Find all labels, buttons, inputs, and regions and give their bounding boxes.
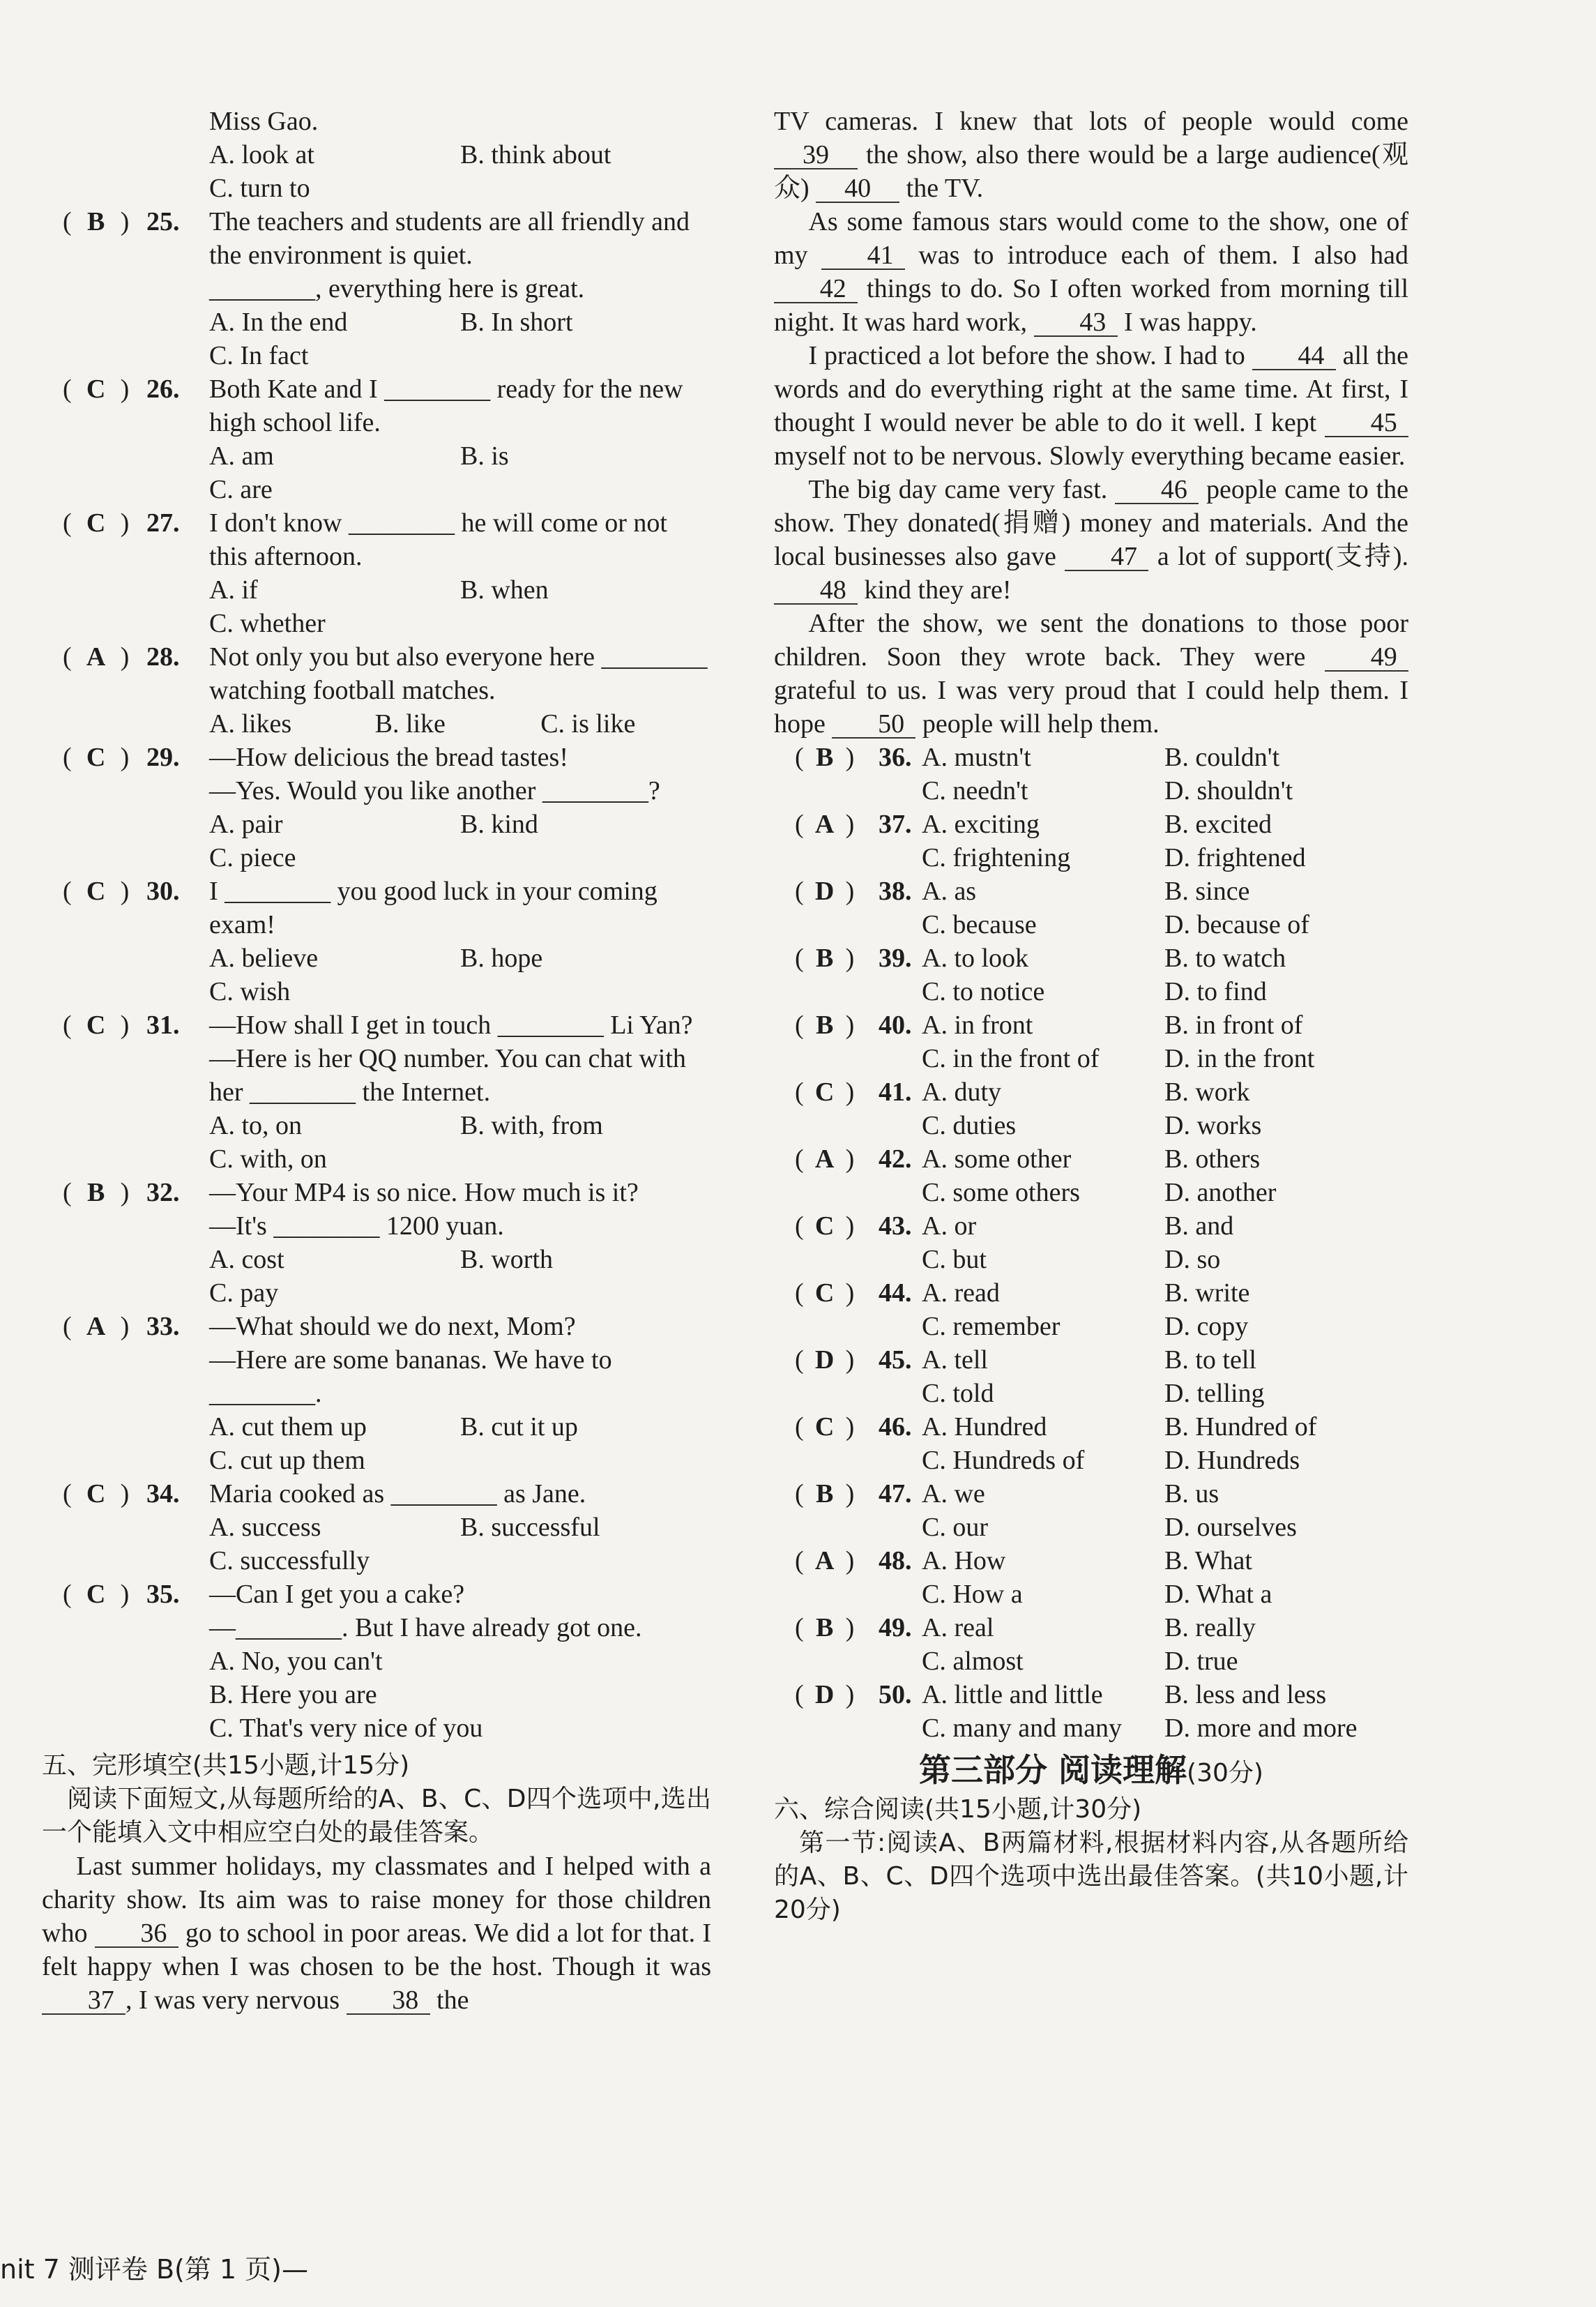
option-c[interactable]: C. Hundreds of bbox=[922, 1446, 1085, 1475]
option-d[interactable]: D. more and more bbox=[1164, 1714, 1358, 1743]
option[interactable]: B. kind bbox=[460, 810, 538, 839]
option-a[interactable]: A. as bbox=[922, 877, 977, 906]
answer-bracket: ( D ) bbox=[795, 1343, 872, 1377]
answer-letter: C bbox=[814, 1412, 835, 1442]
option-c[interactable]: C. frightening bbox=[922, 843, 1071, 872]
option[interactable]: A. likes bbox=[209, 709, 292, 739]
option-a[interactable]: A. in front bbox=[922, 1011, 1033, 1040]
option-c[interactable]: C. some others bbox=[922, 1178, 1080, 1207]
option-c[interactable]: C. How a bbox=[922, 1580, 1023, 1609]
option[interactable]: C. whether bbox=[209, 609, 326, 638]
cloze-question-list bbox=[774, 741, 1408, 1745]
question-30 bbox=[42, 875, 711, 1008]
question-32 bbox=[42, 1176, 711, 1310]
option-a[interactable]: A. to look bbox=[922, 944, 1029, 973]
blank-38[interactable]: 38 bbox=[347, 1987, 430, 2015]
answer-letter: D bbox=[814, 1680, 835, 1709]
option-b[interactable]: B. to tell bbox=[1164, 1345, 1256, 1375]
answer-bracket: ( B ) bbox=[795, 1477, 872, 1511]
blank-47[interactable]: 47 bbox=[1065, 543, 1148, 571]
answer-letter: B bbox=[86, 1178, 105, 1207]
question-number: 35. bbox=[146, 1580, 180, 1609]
option-d[interactable]: D. so bbox=[1164, 1245, 1221, 1274]
cloze-question-47 bbox=[774, 1477, 1408, 1544]
question-number: 47. bbox=[879, 1479, 912, 1508]
question-number: 33. bbox=[146, 1312, 180, 1341]
option-c[interactable]: C. in the front of bbox=[922, 1044, 1100, 1073]
question-number: 27. bbox=[146, 508, 180, 538]
question-25 bbox=[42, 205, 711, 372]
answer-letter: C bbox=[86, 375, 106, 404]
option-b[interactable]: B. us bbox=[1164, 1479, 1219, 1508]
option[interactable]: A. cut them up bbox=[209, 1412, 367, 1442]
option-a[interactable]: A. exciting bbox=[922, 810, 1040, 839]
answer-letter: A bbox=[814, 1546, 835, 1575]
question-number: 44. bbox=[879, 1278, 912, 1308]
question-28 bbox=[42, 640, 711, 741]
question-stem: —How delicious the bread tastes! bbox=[209, 743, 568, 772]
question-29 bbox=[42, 741, 711, 875]
option-c[interactable]: C. many and many bbox=[922, 1714, 1123, 1743]
option-d[interactable]: D. shouldn't bbox=[1164, 776, 1293, 805]
option[interactable]: B. In short bbox=[460, 308, 573, 337]
part3-title: 第三部分 阅读理解(30分) bbox=[919, 1751, 1263, 1789]
answer-letter: C bbox=[86, 1011, 106, 1040]
option-c[interactable]: C. needn't bbox=[922, 776, 1028, 805]
page-footer: nit 7 测评卷 B(第 1 页)— bbox=[0, 2254, 309, 2285]
option-d[interactable]: D. true bbox=[1164, 1647, 1238, 1676]
blank-44[interactable]: 44 bbox=[1252, 342, 1336, 370]
blank-45[interactable]: 45 bbox=[1325, 409, 1408, 437]
answer-bracket: ( C ) bbox=[63, 1578, 143, 1611]
question-stem: —________. But I have already got one. bbox=[209, 1613, 642, 1642]
option[interactable]: B. with, from bbox=[460, 1111, 603, 1140]
option-b[interactable]: B. couldn't bbox=[1164, 743, 1280, 772]
option-c[interactable]: C. because bbox=[922, 910, 1037, 939]
question-stem: I ________ you good luck in your coming exam! bbox=[209, 877, 658, 939]
option-b[interactable]: B. in front of bbox=[1164, 1011, 1303, 1040]
option-d[interactable]: D. because of bbox=[1164, 910, 1309, 939]
question-number: 49. bbox=[879, 1613, 912, 1642]
answer-bracket: ( B ) bbox=[795, 941, 872, 975]
option[interactable]: A. to, on bbox=[209, 1111, 302, 1140]
answer-bracket: ( A ) bbox=[795, 808, 872, 841]
option-c[interactable]: C. but bbox=[922, 1245, 987, 1274]
option[interactable]: B. cut it up bbox=[460, 1412, 578, 1442]
answer-letter: B bbox=[815, 1613, 834, 1642]
option-c[interactable]: C. our bbox=[922, 1513, 988, 1542]
options bbox=[209, 808, 711, 875]
option[interactable]: B. like bbox=[374, 709, 446, 739]
question-34 bbox=[42, 1477, 711, 1578]
question-35 bbox=[42, 1578, 711, 1745]
answer-bracket: ( C ) bbox=[795, 1276, 872, 1310]
question-stem: —It's ________ 1200 yuan. bbox=[209, 1211, 504, 1241]
answer-bracket: ( A ) bbox=[795, 1142, 872, 1176]
cloze-question-49 bbox=[774, 1611, 1408, 1678]
passage-p5: After the show, we sent the donations to those poor children. Soon they wrote back. They were 49 grateful to us. I was very proud that I could help them. I hope 50 people will help them. bbox=[774, 609, 1408, 739]
options bbox=[209, 941, 711, 1008]
option-d[interactable]: D. What a bbox=[1164, 1580, 1272, 1609]
option-d[interactable]: D. to find bbox=[1164, 977, 1267, 1006]
passage-p2: As some famous stars would come to the show, one of my 41 was to introduce each of them. I also had 42 things to do. So I often worked from morning till night. It was hard work, 43 I was happy. bbox=[774, 207, 1409, 337]
option[interactable]: C. cut up them bbox=[209, 1446, 365, 1475]
q24-options bbox=[42, 138, 711, 205]
option-b[interactable]: B. less and less bbox=[1164, 1680, 1327, 1709]
left-column bbox=[42, 105, 711, 2017]
answer-letter: C bbox=[86, 1580, 106, 1609]
option[interactable]: C. with, on bbox=[209, 1144, 327, 1174]
option-b[interactable]: B. to watch bbox=[1164, 944, 1286, 973]
question-number: 45. bbox=[879, 1345, 912, 1375]
options bbox=[209, 707, 711, 741]
options bbox=[209, 1511, 711, 1578]
question-number: 42. bbox=[879, 1144, 912, 1174]
options bbox=[209, 305, 711, 372]
cloze-question-36 bbox=[774, 741, 1408, 808]
q24-tail: Miss Gao. bbox=[209, 107, 319, 136]
question-number: 32. bbox=[146, 1178, 180, 1207]
option[interactable]: C. are bbox=[209, 475, 273, 504]
answer-letter: A bbox=[86, 642, 106, 672]
cloze-question-45 bbox=[774, 1343, 1408, 1410]
option-a[interactable]: A. some other bbox=[922, 1144, 1072, 1174]
right-column bbox=[774, 105, 1408, 1927]
answer-bracket: ( B ) bbox=[795, 1611, 872, 1644]
answer-bracket: ( B ) bbox=[63, 205, 143, 239]
question-number: 34. bbox=[146, 1479, 180, 1508]
question-number: 40. bbox=[879, 1011, 912, 1040]
option[interactable]: C. pay bbox=[209, 1278, 279, 1308]
question-stem: —Yes. Would you like another ________? bbox=[209, 776, 660, 805]
blank-49[interactable]: 49 bbox=[1325, 644, 1408, 672]
question-number: 38. bbox=[879, 877, 912, 906]
option-d[interactable]: D. works bbox=[1164, 1111, 1262, 1140]
answer-letter: B bbox=[815, 1479, 834, 1508]
option-d[interactable]: D. in the front bbox=[1164, 1044, 1315, 1073]
question-31 bbox=[42, 1008, 711, 1176]
answer-bracket: ( C ) bbox=[795, 1209, 872, 1243]
question-stem: —Can I get you a cake? bbox=[209, 1580, 465, 1609]
answer-bracket: ( C ) bbox=[63, 875, 143, 908]
question-stem: —Here is her QQ number. You can chat with her ________ the Internet. bbox=[209, 1044, 686, 1107]
option-a[interactable]: A. tell bbox=[922, 1345, 988, 1375]
option[interactable]: B. hope bbox=[460, 944, 543, 973]
answer-bracket: ( C ) bbox=[63, 372, 143, 406]
option[interactable]: A. cost bbox=[209, 1245, 284, 1274]
section6-instructions: 第一节:阅读A、B两篇材料,根据材料内容,从各题所给的A、B、C、D四个选项中选出最佳答案。(共10小题,计20分) bbox=[774, 1829, 1408, 1924]
option[interactable]: C. That's very nice of you bbox=[209, 1714, 483, 1743]
option[interactable]: B. successful bbox=[460, 1513, 600, 1542]
answer-letter: C bbox=[86, 1479, 106, 1508]
option[interactable]: B. when bbox=[460, 575, 549, 605]
question-stem: I don't know ________ he will come or not this afternoon. bbox=[209, 508, 667, 571]
cloze-question-40 bbox=[774, 1008, 1408, 1075]
option-d[interactable]: D. Hundreds bbox=[1164, 1446, 1300, 1475]
option[interactable]: A. believe bbox=[209, 944, 319, 973]
answer-bracket: ( B ) bbox=[63, 1176, 143, 1209]
blank-37[interactable]: 37 bbox=[42, 1987, 126, 2015]
question-number: 30. bbox=[146, 877, 180, 906]
answer-letter: C bbox=[86, 743, 106, 772]
options bbox=[209, 1109, 711, 1176]
blank-48[interactable]: 48 bbox=[774, 577, 858, 605]
question-number: 29. bbox=[146, 743, 180, 772]
option[interactable]: B. worth bbox=[460, 1245, 553, 1274]
question-stem: ________, everything here is great. bbox=[209, 274, 585, 303]
cloze-question-48 bbox=[774, 1544, 1408, 1611]
passage-p3: I practiced a lot before the show. I had to 44 all the words and do everything right at the same time. At first, I thought I would never be able to do it well. I kept 45 myself not to be nervous. Slowly everything became easier. bbox=[774, 341, 1409, 471]
blank-39[interactable]: 39 bbox=[774, 142, 858, 169]
answer-bracket: ( C ) bbox=[795, 1410, 872, 1444]
option-d[interactable]: D. telling bbox=[1164, 1379, 1265, 1408]
options bbox=[209, 1243, 711, 1310]
option[interactable]: C. piece bbox=[209, 843, 296, 872]
blank-36[interactable]: 36 bbox=[95, 1920, 178, 1948]
blank-42[interactable]: 42 bbox=[774, 275, 858, 303]
question-number: 37. bbox=[879, 810, 912, 839]
cloze-question-50 bbox=[774, 1678, 1408, 1745]
option[interactable]: A. In the end bbox=[209, 308, 348, 337]
option-b[interactable]: B. write bbox=[1164, 1278, 1250, 1308]
option-c[interactable]: C. to notice bbox=[922, 977, 1045, 1006]
option-c[interactable]: C. duties bbox=[922, 1111, 1017, 1140]
answer-letter: D bbox=[814, 877, 835, 906]
question-stem: —Your MP4 is so nice. How much is it? bbox=[209, 1178, 639, 1207]
answer-letter: B bbox=[815, 944, 834, 973]
cloze-question-37 bbox=[774, 808, 1408, 875]
answer-bracket: ( C ) bbox=[63, 506, 143, 540]
option[interactable]: C. In fact bbox=[209, 341, 309, 370]
options bbox=[209, 573, 711, 640]
option[interactable]: B. Here you are bbox=[209, 1680, 377, 1709]
answer-bracket: ( A ) bbox=[795, 1544, 872, 1578]
question-number: 46. bbox=[879, 1412, 912, 1442]
option-b[interactable]: B. work bbox=[1164, 1077, 1250, 1107]
question-stem: Not only you but also everyone here ________ watching football matches. bbox=[209, 642, 708, 705]
blank-41[interactable]: 41 bbox=[821, 242, 905, 270]
section6-title: 六、综合阅读(共15小题,计30分) bbox=[774, 1795, 1142, 1824]
option-b[interactable]: B. others bbox=[1164, 1144, 1261, 1174]
question-number: 50. bbox=[879, 1680, 912, 1709]
option-a[interactable]: A. How bbox=[922, 1546, 1006, 1575]
answer-bracket: ( B ) bbox=[795, 1008, 872, 1042]
question-number: 39. bbox=[879, 944, 912, 973]
question-stem: Maria cooked as ________ as Jane. bbox=[209, 1479, 586, 1508]
question-stem: The teachers and students are all friendly and the environment is quiet. bbox=[209, 207, 690, 270]
answer-letter: C bbox=[814, 1077, 835, 1107]
cloze-question-46 bbox=[774, 1410, 1408, 1477]
answer-letter: B bbox=[86, 207, 105, 236]
cloze-question-43 bbox=[774, 1209, 1408, 1276]
option-a[interactable]: A. we bbox=[922, 1479, 985, 1508]
option[interactable]: C. turn to bbox=[209, 174, 310, 203]
answer-letter: C bbox=[814, 1278, 835, 1308]
question-stem: —What should we do next, Mom? bbox=[209, 1312, 576, 1341]
option-b[interactable]: B. What bbox=[1164, 1546, 1252, 1575]
options bbox=[209, 439, 711, 506]
cloze-question-44 bbox=[774, 1276, 1408, 1343]
option[interactable]: A. if bbox=[209, 575, 258, 605]
question-number: 48. bbox=[879, 1546, 912, 1575]
answer-letter: C bbox=[814, 1211, 835, 1241]
option-a[interactable]: A. little and little bbox=[922, 1680, 1103, 1709]
section5-title: 五、完形填空(共15小题,计15分) bbox=[42, 1751, 410, 1780]
cloze-question-42 bbox=[774, 1142, 1408, 1209]
option-a[interactable]: A. real bbox=[922, 1613, 994, 1642]
question-stem: Both Kate and I ________ ready for the new high school life. bbox=[209, 375, 683, 437]
option[interactable]: A. pair bbox=[209, 810, 283, 839]
answer-letter: C bbox=[86, 877, 106, 906]
answer-bracket: ( D ) bbox=[795, 1678, 872, 1711]
question-stem: —Here are some bananas. We have to ________. bbox=[209, 1345, 612, 1408]
option-a[interactable]: A. mustn't bbox=[922, 743, 1031, 772]
passage-p1: TV cameras. I knew that lots of people would come 39 the show, also there would be a large audience(观众) 40 the TV. bbox=[774, 107, 1408, 203]
answer-letter: D bbox=[814, 1345, 835, 1375]
option-d[interactable]: D. another bbox=[1164, 1178, 1277, 1207]
option-d[interactable]: D. ourselves bbox=[1164, 1513, 1297, 1542]
answer-bracket: ( C ) bbox=[63, 1477, 143, 1511]
option-d[interactable]: D. frightened bbox=[1164, 843, 1306, 872]
question-26 bbox=[42, 372, 711, 506]
cloze-question-38 bbox=[774, 875, 1408, 941]
answer-bracket: ( A ) bbox=[63, 640, 143, 674]
option-c[interactable]: C. almost bbox=[922, 1647, 1024, 1676]
answer-bracket: ( A ) bbox=[63, 1310, 143, 1343]
question-27 bbox=[42, 506, 711, 640]
passage-p4: The big day came very fast. 46 people came to the show. They donated(捐赠) money and materials. And the local businesses also gave 47 a lot of support(支持). 48 kind they are! bbox=[774, 475, 1409, 605]
answer-letter: C bbox=[86, 508, 106, 538]
passage-start: Last summer holidays, my classmates and I helped with a charity show. Its aim was to raise money for those children who 36 go to school in poor areas. We did a lot for that. I felt happy when I was chosen to be the host. Though it was 37 , I was very nervous 38 the bbox=[42, 1852, 711, 2015]
answer-letter: A bbox=[814, 1144, 835, 1174]
question-number: 28. bbox=[146, 642, 180, 672]
option-a[interactable]: A. duty bbox=[922, 1077, 1001, 1107]
question-number: 31. bbox=[146, 1011, 180, 1040]
option-b[interactable]: B. since bbox=[1164, 877, 1250, 906]
answer-letter: A bbox=[814, 810, 835, 839]
option-a[interactable]: A. read bbox=[922, 1278, 1000, 1308]
option-a[interactable]: A. or bbox=[922, 1211, 977, 1241]
option-b[interactable]: B. excited bbox=[1164, 810, 1272, 839]
options bbox=[209, 1410, 711, 1477]
options bbox=[209, 1644, 711, 1745]
option[interactable]: A. am bbox=[209, 441, 274, 471]
question-number: 43. bbox=[879, 1211, 912, 1241]
question-33 bbox=[42, 1310, 711, 1477]
option[interactable]: C. is like bbox=[540, 709, 636, 739]
option[interactable]: A. No, you can't bbox=[209, 1647, 383, 1676]
answer-bracket: ( C ) bbox=[63, 741, 143, 774]
question-number: 26. bbox=[146, 375, 180, 404]
option-a[interactable]: A. Hundred bbox=[922, 1412, 1047, 1442]
answer-bracket: ( D ) bbox=[795, 875, 872, 908]
blank-40[interactable]: 40 bbox=[816, 175, 899, 203]
blank-43[interactable]: 43 bbox=[1034, 309, 1118, 337]
option[interactable]: A. success bbox=[209, 1513, 321, 1542]
option-b[interactable]: B. really bbox=[1164, 1613, 1256, 1642]
option[interactable]: C. wish bbox=[209, 977, 291, 1006]
answer-letter: A bbox=[86, 1312, 106, 1341]
option[interactable]: B. is bbox=[460, 441, 509, 471]
question-number: 41. bbox=[879, 1077, 912, 1107]
question-stem: —How shall I get in touch ________ Li Yan? bbox=[209, 1011, 693, 1040]
option-d[interactable]: D. copy bbox=[1164, 1312, 1249, 1341]
option-c[interactable]: C. remember bbox=[922, 1312, 1061, 1341]
option[interactable]: B. think about bbox=[460, 140, 611, 169]
question-number: 36. bbox=[879, 743, 912, 772]
answer-letter: B bbox=[815, 1011, 834, 1040]
answer-letter: B bbox=[815, 743, 834, 772]
cloze-question-41 bbox=[774, 1075, 1408, 1142]
answer-bracket: ( C ) bbox=[63, 1008, 143, 1042]
option[interactable]: A. look at bbox=[209, 140, 314, 169]
blank-46[interactable]: 46 bbox=[1115, 476, 1199, 504]
section5-instructions: 阅读下面短文,从每题所给的A、B、C、D四个选项中,选出一个能填入文中相应空白处的最佳答案。 bbox=[42, 1785, 711, 1847]
blank-50[interactable]: 50 bbox=[832, 711, 915, 739]
option-b[interactable]: B. and bbox=[1164, 1211, 1234, 1241]
option-b[interactable]: B. Hundred of bbox=[1164, 1412, 1317, 1442]
option[interactable]: C. successfully bbox=[209, 1546, 370, 1575]
answer-bracket: ( B ) bbox=[795, 741, 872, 774]
question-number: 25. bbox=[146, 207, 180, 236]
answer-bracket: ( C ) bbox=[795, 1075, 872, 1109]
cloze-question-39 bbox=[774, 941, 1408, 1008]
option-c[interactable]: C. told bbox=[922, 1379, 994, 1408]
